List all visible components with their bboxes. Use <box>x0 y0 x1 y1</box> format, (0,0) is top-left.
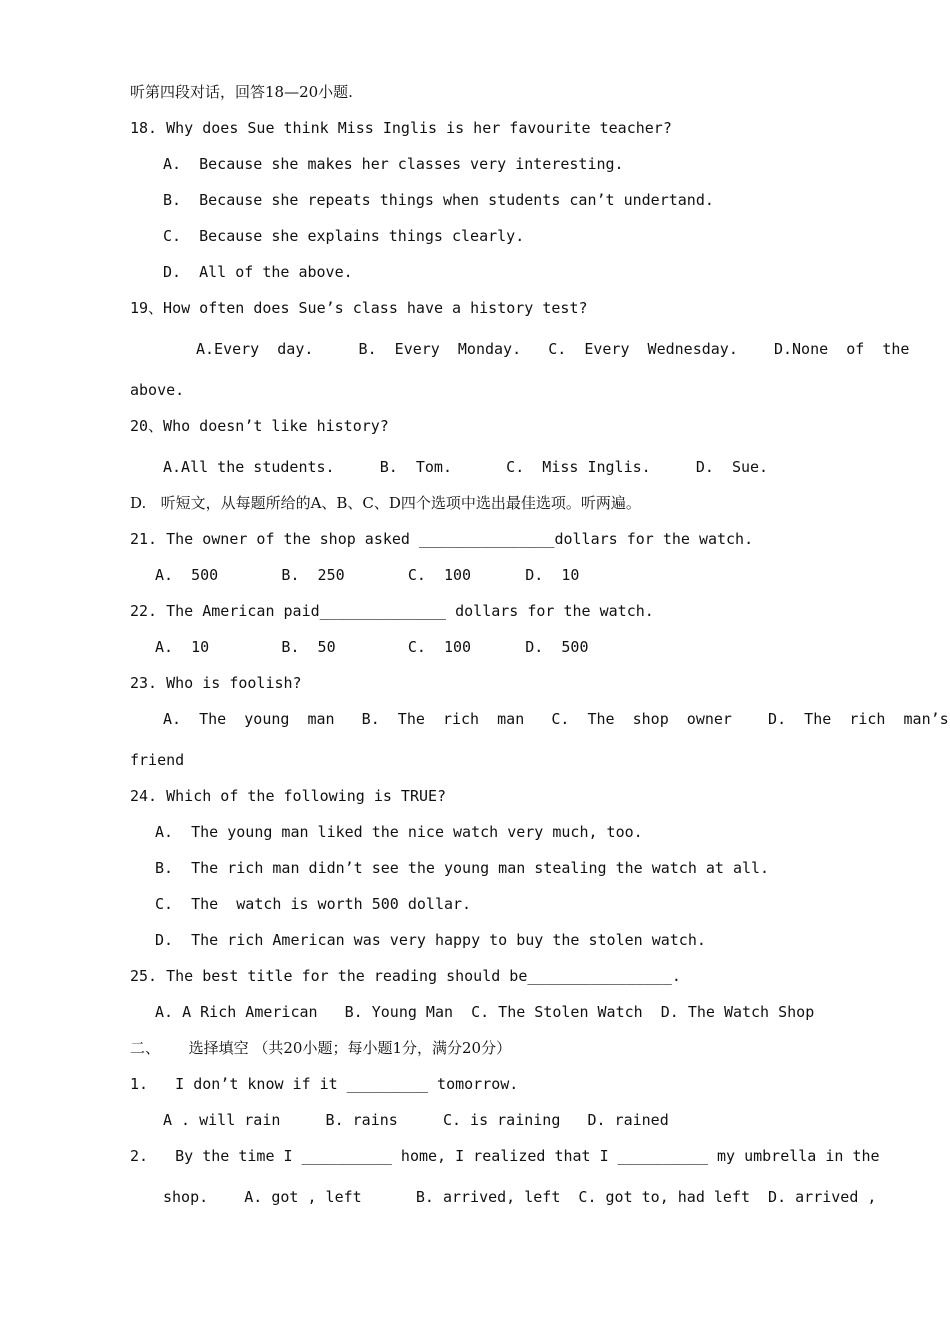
question-19: 19、How often does Sue’s class have a history test? <box>130 299 588 317</box>
question-20-options: A.All the students. B. Tom. C. Miss Inglis. D. Sue. <box>163 458 769 476</box>
question-19-options: A.Every day. B. Every Monday. C. Every Wednesday. D.None of the <box>196 340 910 358</box>
question-18-option-d: D. All of the above. <box>163 263 353 281</box>
question-23-options: A. The young man B. The rich man C. The shop owner D. The rich man’s <box>163 710 949 728</box>
section-2-heading: 二、 选择填空 （共20小题；每小题1分，满分20分） <box>130 1039 512 1057</box>
question-25-options: A. A Rich American B. Young Man C. The Stolen Watch D. The Watch Shop <box>155 1003 815 1021</box>
question-18-option-c: C. Because she explains things clearly. <box>163 227 525 245</box>
part2-question-1: 1. I don’t know if it _________ tomorrow. <box>130 1075 519 1093</box>
question-24: 24. Which of the following is TRUE? <box>130 787 447 805</box>
question-24-option-d: D. The rich American was very happy to buy the stolen watch. <box>155 931 706 949</box>
question-18: 18. Why does Sue think Miss Inglis is her favourite teacher? <box>130 119 672 137</box>
question-23: 23. Who is foolish? <box>130 674 302 692</box>
question-22-options: A. 10 B. 50 C. 100 D. 500 <box>155 638 589 656</box>
question-24-option-a: A. The young man liked the nice watch very much, too. <box>155 823 643 841</box>
question-18-option-a: A. Because she makes her classes very interesting. <box>163 155 624 173</box>
section-d-instructions: D. 听短文，从每题所给的A、B、C、D四个选项中选出最佳选项。听两遍。 <box>130 494 641 512</box>
question-24-option-b: B. The rich man didn’t see the young man stealing the watch at all. <box>155 859 770 877</box>
question-20: 20、Who doesn’t like history? <box>130 417 389 435</box>
question-25: 25. The best title for the reading should be________________. <box>130 967 681 985</box>
part2-question-2: 2. By the time I __________ home, I realized that I __________ my umbrella in the <box>130 1147 880 1165</box>
question-22: 22. The American paid______________ dollars for the watch. <box>130 602 654 620</box>
part2-question-2-continued: shop. A. got , left B. arrived, left C. got to, had left D. arrived , <box>163 1188 877 1206</box>
question-19-options-continued: above. <box>130 381 185 399</box>
section-heading: 听第四段对话，回答18—20小题. <box>130 83 353 101</box>
question-21-options: A. 500 B. 250 C. 100 D. 10 <box>155 566 580 584</box>
part2-question-1-options: A . will rain B. rains C. is raining D. rained <box>163 1111 669 1129</box>
question-18-option-b: B. Because she repeats things when students can’t undertand. <box>163 191 714 209</box>
question-24-option-c: C. The watch is worth 500 dollar. <box>155 895 472 913</box>
question-21: 21. The owner of the shop asked _______________dollars for the watch. <box>130 530 754 548</box>
question-23-options-continued: friend <box>130 751 185 769</box>
